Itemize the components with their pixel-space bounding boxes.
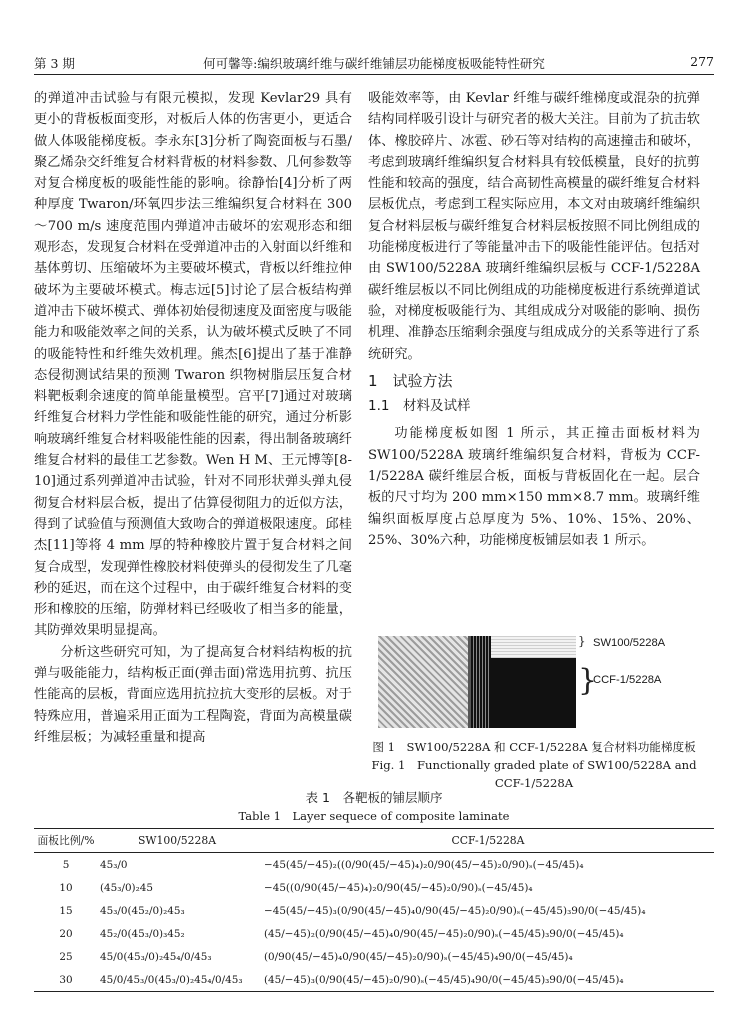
ccf1-layup-cell: −45((0/90(45/−45)₄)₂0/90(45/−45)₂0/90)ₛ(−45/45)₄ — [264, 881, 533, 894]
ratio-cell: 20 — [59, 927, 73, 940]
table-caption-cn: 表 1 各靶板的铺层顺序 — [305, 790, 443, 805]
table-row — [34, 876, 714, 899]
right-column — [368, 88, 700, 551]
table-row — [34, 899, 714, 922]
sw100-layup-cell: 45/0/45₃/0(45₃/0)₂45₄/0/45₃ — [100, 973, 243, 986]
sw100-layup-cell: (45₃/0)₂45 — [100, 881, 153, 894]
label-sw100: SW100/5228A — [593, 637, 666, 649]
cross-section-image — [491, 636, 576, 728]
table-row — [34, 853, 714, 877]
table-row — [34, 945, 714, 968]
column-header: SW100/5228A — [138, 834, 217, 847]
figure-caption-cn: 图 1 SW100/5228A 和 CCF-1/5228A 复合材料功能梯度板 — [372, 740, 696, 754]
body-paragraph: 吸能效率等，由 Kevlar 纤维与碳纤维梯度或混杂的抗弹结构同样吸引设计与研究者的极大关注。目前为了抗击软体、橡胶碎片、冰雹、砂石等对结构的高速撞击和破坏，考虑到玻璃纤维编织复合材料具有较低模量，良好的抗剪性能和较高的强度，结合高韧性高模量的碳纤维复合材料层板优点，考虑到工程实际应用，本文对由玻璃纤维编织复合材料层板与碳纤维复合材料层板按照不同比例组成的功能梯度板进行了等能量冲击下的吸能性能评估。包括对由 SW100/5228A 玻璃纤维编织层板与 CCF-1/5228A 碳纤维层板以不同比例组成的功能梯度板进行系统弹道试验，对梯度板吸能行为、其组成成分对吸能的影响、损伤机理、准静态压缩剩余强度与组成成分的关系等进行了系统研究。 — [368, 91, 700, 362]
ccf1-layup-cell: (45/−45)₂(0/90(45/−45)₄0/90(45/−45)₂0/90)ₛ(−45/45)₃90/0(−45/45)₄ — [264, 927, 624, 940]
column-header: 面板比例/% — [37, 834, 95, 847]
sw100-layup-cell: 45₃/0 — [100, 858, 128, 871]
body-paragraph: 的弹道冲击试验与有限元模拟，发现 Kevlar29 具有更小的背板板面变形，对板后人体的伤害更小，更适合做人体吸能梯度板。李永东[3]分析了陶瓷面板与石墨/聚乙烯杂交纤维复合材料背板的材料参数、几何参数等对复合梯度板的吸能性能的影响。徐静怡[4]分析了两种厚度 Twaron/环氧四步法三维编织复合材料在 300～700 m/s 速度范围内弹道冲击破坏的宏观形态和细观形态，发现复合材料在受弹道冲击的入射面以纤维和基体剪切、压缩破坏为主要破坏模式，背板以纤维拉伸破坏为主要破坏模式。梅志远[5]讨论了层合板结构弹道冲击下破坏模式、弹体初始侵彻速度及面密度与吸能能力和吸能效率之间的关系，认为破坏模式反映了不同的吸能特性和纤维失效机理。熊杰[6]提出了基于准静态侵彻测试结果的预测 Twaron 织物树脂层压复合材料靶板剩余速度的简单能量模型。宫平[7]通过对玻璃纤维复合材料力学性能和吸能性能的研究，通过分析影响玻璃纤维复合材料吸能性能的因素，得出制备玻璃纤维复合材料的最佳工艺参数。Wen H M、王元博等[8-10]通过系列弹道冲击试验，针对不同形状弹头弹丸侵彻复合材料层合板，提出了估算侵彻阻力的近似方法，得到了试验值与预测值大致吻合的弹道极限速度。邱桂杰[11]等将 4 mm 厚的特种橡胶片置于复合材料之间复合成型，发现弹性橡胶材料使弹头的侵彻发生了几毫秒的延迟，而在这个过程中，由于碳纤维复合材料的变形和橡胶的压缩，防弹材料已经吸收了相当多的能量，其防弹效果明显提高。 — [34, 91, 352, 639]
brace-mark: } — [578, 663, 598, 698]
figure-caption-en: CCF-1/5228A — [494, 776, 574, 790]
ratio-cell: 10 — [59, 881, 73, 894]
running-title: 何可馨等:编织玻璃纤维与碳纤维铺层功能梯度板吸能特性研究 — [203, 56, 545, 71]
sw100-layup-cell: 45/0(45₃/0)₂45₄/0/45₃ — [100, 950, 212, 963]
issue-number: 第 3 期 — [34, 56, 75, 71]
ratio-cell: 25 — [59, 950, 73, 963]
figure-caption-en: Fig. 1 Functionally graded plate of SW100/5228A and — [371, 758, 697, 772]
column-header: CCF-1/5228A — [451, 834, 525, 847]
table-row — [34, 922, 714, 945]
table-caption-en: Table 1 Layer sequece of composite laminate — [238, 809, 510, 823]
label-ccf1: CCF-1/5228A — [593, 674, 662, 686]
table-row — [34, 968, 714, 992]
table-1 — [34, 788, 714, 992]
body-paragraph: 分析这些研究可知，为了提高复合材料结构板的抗弹与吸能能力，结构板正面(弹击面)常选用抗剪、抗压性能高的层板，背面应选用抗拉抗大变形的层板。对于特殊应用，普遍采用正面为工程陶瓷，背面为高模量碳纤维层板；为减轻重量和提高 — [34, 644, 352, 745]
brace-mark: } — [578, 634, 586, 648]
left-column — [34, 88, 352, 748]
ccf1-layup-cell: (45/−45)₃(0/90(45/−45)₂0/90)ₛ(−45/45)₄90/0(−45/45)₃90/0(−45/45)₄ — [264, 973, 624, 986]
table-header-row — [34, 829, 714, 853]
ratio-cell: 30 — [59, 973, 73, 986]
section-heading: 1 试验方法 — [368, 371, 453, 390]
ccf1-layup-cell: −45(45/−45)₂((0/90(45/−45)₄)₂0/90(45/−45)₂0/90)ₛ(−45/45)₄ — [264, 858, 584, 871]
body-paragraph: 功能梯度板如图 1 所示，其正撞击面板材料为 SW100/5228A 玻璃纤维编织复合材料，背板为 CCF-1/5228A 碳纤维层合板，面板与背板固化在一起。层合板的尺寸均为 200 mm×150 mm×8.7 mm。玻璃纤维编织面板厚度占总厚度为 5%、10%、15%、20%、25%、30%六种，功能梯度板铺层如表 1 所示。 — [368, 426, 700, 548]
figure-caption — [368, 738, 700, 792]
sw100-layup-cell: 45₂/0(45₃/0)₃45₂ — [100, 927, 185, 940]
page-number: 277 — [690, 54, 714, 69]
sw100-layup-cell: 45₃/0(45₂/0)₂45₃ — [100, 904, 185, 917]
ratio-cell: 15 — [59, 904, 73, 917]
ratio-cell: 5 — [62, 858, 70, 871]
ccf1-layup-cell: −45(45/−45)₃(0/90(45/−45)₄0/90(45/−45)₂0/90)ₛ(−45/45)₃90/0(−45/45)₄ — [264, 904, 646, 917]
laminate-edge-image — [471, 636, 491, 728]
layer-sequence-table — [34, 828, 714, 992]
running-header — [34, 52, 714, 75]
figure-1-photo — [378, 636, 698, 731]
woven-glass-panel-image — [378, 636, 471, 728]
subsection-heading: 1.1 材料及试样 — [368, 398, 471, 415]
ccf1-layup-cell: (0/90(45/−45)₄0/90(45/−45)₂0/90)ₛ(−45/45)₄90/0(−45/45)₄ — [264, 950, 573, 963]
